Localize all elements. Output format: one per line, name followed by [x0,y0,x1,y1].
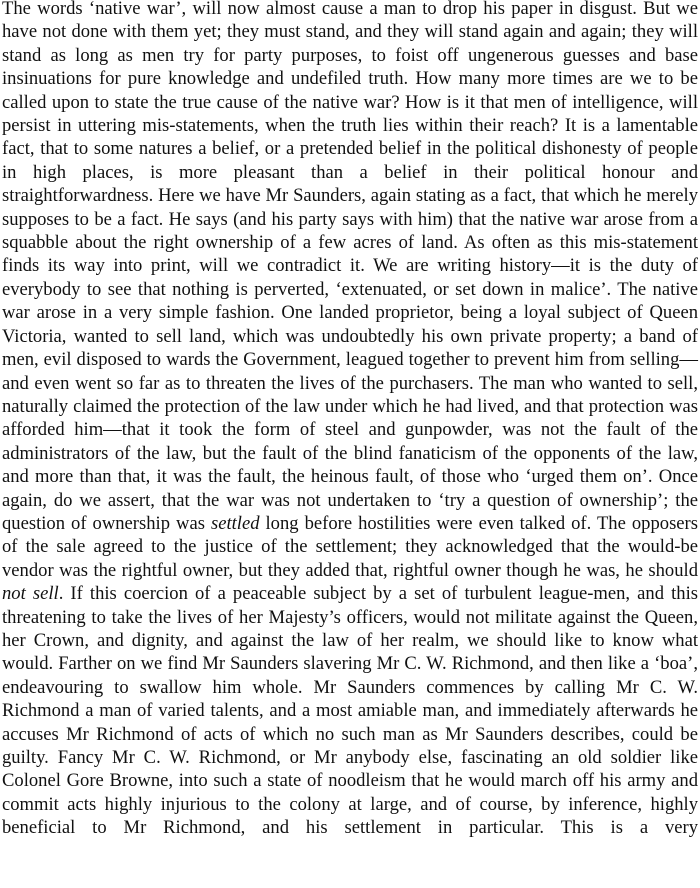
body-paragraph [2,0,698,840]
text-run: The words ‘native war’, will now almost cause a man to drop his paper in disgust. But we have not done with them yet; they must stand, and they will stand again and again; they will stand as long as men try for party purposes, to foist off ungenerous guesses and base insinuations for pure knowledge and undefiled truth. How many more times are we to be called upon to state the true cause of the native war? How is it that men of intelligence, will persist in uttering mis-statements, when the truth lies within their reach? It is a lamentable fact, that to some natures a belief, or a pretended belief in the political dishonesty of people in high places, is more pleasant than a belief in their political honour and straightforwardness. Here we have Mr Saunders, again stating as a fact, that which he merely supposes to be a fact. He says (and his party says with him) that the native war arose from a squabble about the right ownership of a few acres of land. As often as this mis-statement finds its way into print, will we contradict it. We are writing history—it is the duty of everybody to see that nothing is perverted, ‘extenuated, or set down in malice’. The native war arose in a very simple fashion. One landed proprietor, being a loyal subject of Queen Victoria, wanted to sell land, which was undoubtedly his own private property; a band of men, evil disposed to wards the Government, leagued together to prevent him from selling—and even went so far as to threaten the lives of the purchasers. The man who wanted to sell, naturally claimed the protection of the law under which he had lived, and that protection was afforded him—that it took the form of steel and gunpowder, was not the fault of the administrators of the law, but the fault of the blind fanaticism of the opponents of the law, and more than that, it was the fault, the heinous fault, of those who ‘urged them on’. Once again, do we assert, that the war was not undertaken to ‘try a question of ownership’; the question of ownership was [2,0,698,534]
text-run: . If this coercion of a peaceable subject by a set of turbulent league-men, and this threatening to take the lives of her Majesty’s officers, would not militate against the Queen, her Crown, and dignity, and against the law of her realm, we should like to know what would. Farther on we find Mr Saunders slavering Mr C. W. Richmond, and then like a ‘boa’, endeavouring to swallow him whole. Mr Saunders commences by calling Mr C. W. Richmond a man of varied talents, and a most amiable man, and immediately afterwards he accuses Mr Richmond of acts of which no such man as Mr Saunders describes, could be guilty. Fancy Mr C. W. Richmond, or Mr anybody else, fascinating an old soldier like Colonel Gore Browne, into such a state of noodleism that he would march off his army and commit acts highly injurious to the colony at large, and of course, by inference, highly beneficial to Mr Richmond, and his settlement in particular. This is a very [2,583,698,839]
text-run: long before hostilities were even talked of. The opposers of the sale agreed to the justice of the settlement; they acknowledged that the would-be vendor was the rightful owner, but they added that, rightful owner though he was, he should [2,512,698,581]
italic-run: settled [210,512,260,534]
italic-run: not sell [2,583,59,605]
